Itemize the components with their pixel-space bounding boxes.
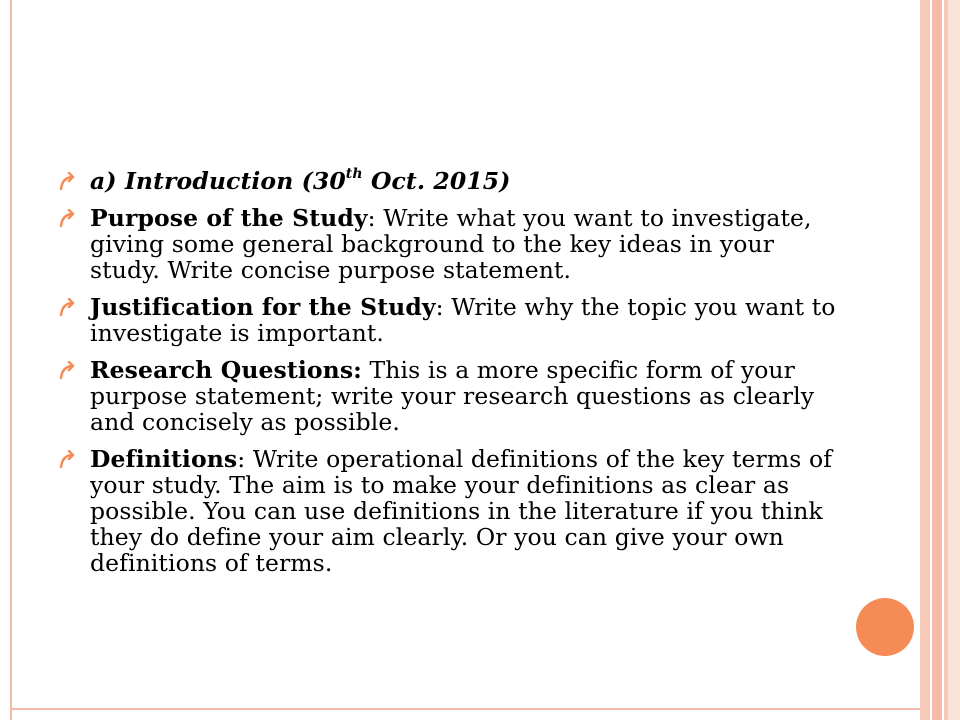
list-item-purpose [58,205,838,283]
section-heading: a) Introduction (30th Oct. 2015) [90,166,511,195]
term-label: Research Questions: [90,356,362,384]
right-stripe [932,0,942,720]
list-item-definitions [58,446,838,576]
frame-left-line [10,0,12,720]
term-description: This is a more specific form of your purpose statement; write your research questions as clearly and concisely as possible. [90,356,815,436]
bullet-arrow-icon [58,450,76,470]
bullet-arrow-icon [58,172,76,192]
term-label: Purpose of the Study [90,204,368,232]
frame-bottom-line [10,708,920,710]
term-description: : Write what you want to investigate, giving some general background to the key ideas in your study. Write concise purpose statement. [90,204,812,284]
right-stripe [948,0,960,720]
bullet-arrow-icon [58,298,76,318]
term-label: Justification for the Study [90,293,436,321]
term-description: : Write operational definitions of the key terms of your study. The aim is to make your definitions as clear as possible. You can use definitions in the literature if you think they do define your aim clearly. Or you can give your own definitions of terms. [90,445,832,577]
list-item-research-questions [58,357,838,435]
bullet-arrow-icon [58,209,76,229]
list-item-justification [58,294,838,346]
term-label: Definitions [90,445,238,473]
list-item-introduction [58,168,838,194]
decorative-circle [856,598,914,656]
right-stripe [920,0,930,720]
bullet-list [58,168,838,587]
bullet-arrow-icon [58,361,76,381]
term-description: : Write why the topic you want to investigate is important. [90,293,836,347]
